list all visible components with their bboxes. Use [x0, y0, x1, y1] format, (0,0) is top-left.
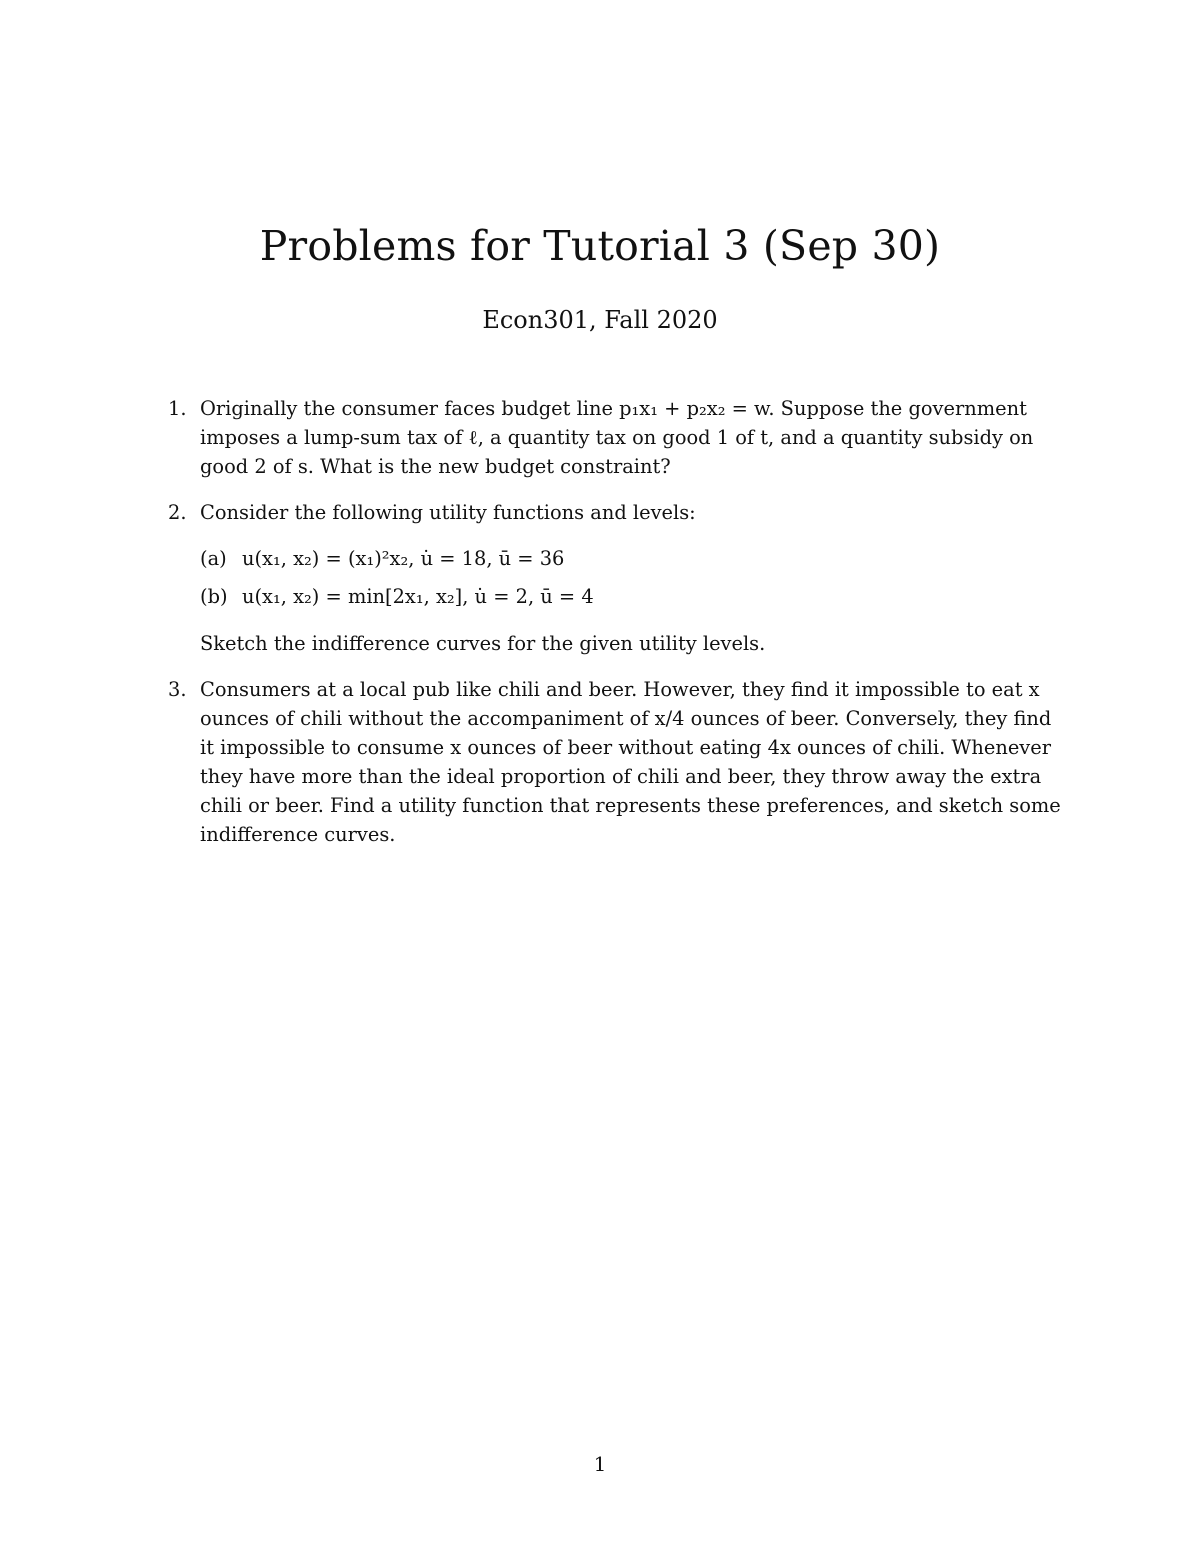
problem-closing-text: Sketch the indifference curves for the given utility levels. — [200, 632, 766, 655]
problem-3 — [164, 675, 1064, 849]
problem-number: 1. — [168, 397, 187, 420]
subpart-b — [200, 579, 1064, 617]
problem-1 — [164, 394, 1064, 481]
page-number: 1 — [593, 1452, 607, 1476]
page-subtitle: Econ301, Fall 2020 — [482, 306, 718, 334]
problem-text: Consumers at a local pub like chili and beer. However, they find it impossible to eat x ounces of chili without the accompaniment of x/4 ounces of beer. Conversely, they find it impossible to consume x ounces of beer without eating 4x ounces of chili. Whenever they have more than the ideal proportion of chili and beer, they throw away the extra chili or beer. Find a utility function that represents these preferences, and sketch some indifference curves. — [200, 678, 1061, 846]
subpart-formula: u(x₁, x₂) = (x₁)²x₂, u̇ = 18, ū = 36 — [242, 547, 565, 570]
subpart-label: (a) — [200, 547, 227, 570]
problem-number: 3. — [168, 678, 187, 701]
problem-text: Consider the following utility functions and levels: — [200, 501, 696, 524]
subpart-formula: u(x₁, x₂) = min[2x₁, x₂], u̇ = 2, ū = 4 — [242, 585, 594, 608]
problem-text: Originally the consumer faces budget line p₁x₁ + p₂x₂ = w. Suppose the government imposes a lump-sum tax of ℓ, a quantity tax on good 1 of t, and a quantity subsidy on good 2 of s. What is the new budget constraint? — [200, 397, 1034, 478]
subpart-a — [200, 541, 1064, 579]
problem-2 — [164, 498, 1064, 658]
page-title: Problems for Tutorial 3 (Sep 30) — [259, 222, 941, 270]
subpart-label: (b) — [200, 585, 228, 608]
problem-list — [164, 394, 1064, 866]
subpart-list — [200, 541, 1064, 617]
problem-number: 2. — [168, 501, 187, 524]
